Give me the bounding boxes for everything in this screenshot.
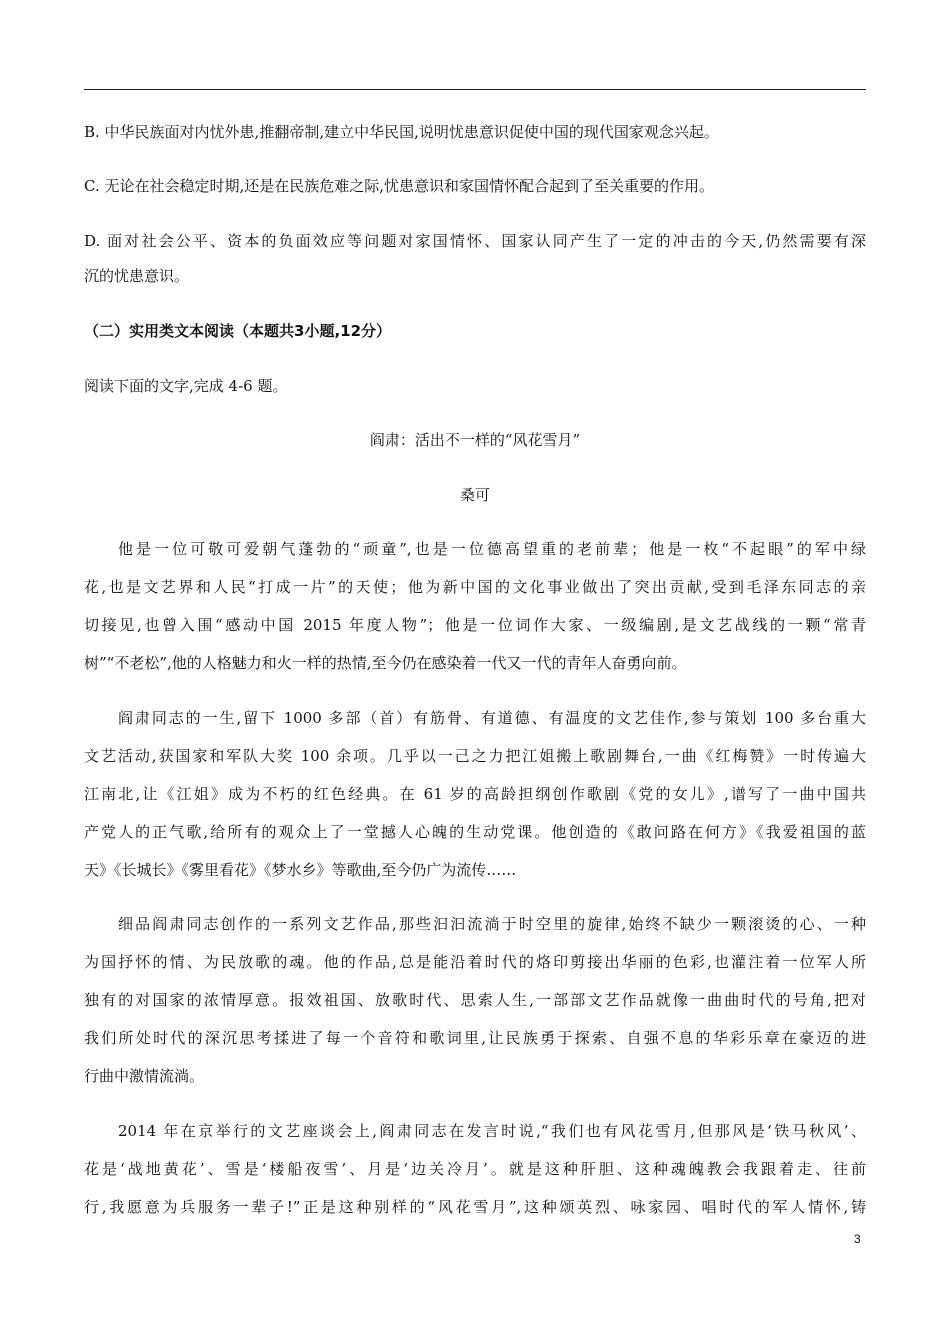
paragraph-2-line: 天》《长城长》《雾里看花》《梦水乡》等歌曲,至今仍广为流传……: [84, 861, 517, 879]
reading-instruction: 阅读下面的文字,完成 4-6 题。: [84, 377, 288, 395]
section-heading: （二）实用类文本阅读（本题共3小题,12分）: [84, 322, 392, 340]
paragraph-2-line: 文艺活动,获国家和军队大奖 100 余项。几乎以一己之力把江姐搬上歌剧舞台,一曲《红梅赞》一时传遍大: [84, 747, 866, 765]
paragraph-2-line: 阎肃同志的一生,留下 1000 多部（首）有筋骨、有道德、有温度的文艺佳作,参与策划 100 多台重大: [118, 709, 866, 727]
paragraph-2-line: 江南北,让《江姐》成为不朽的红色经典。在 61 岁的高龄担纲创作歌剧《党的女儿》,谱写了一曲中国共: [84, 785, 866, 803]
article-author: 桑可: [459, 486, 490, 504]
page-number: 3: [854, 1232, 861, 1246]
paragraph-4-line: 花是‘战地黄花’、雪是‘楼船夜雪’、月是‘边关冷月’。就是这种肝胆、这种魂魄教会我跟着走、往前: [84, 1160, 866, 1178]
paragraph-4-line: 行,我愿意为兵服务一辈子!”正是这种别样的“风花雪月”,这种颂英烈、咏家园、唱时代的军人情怀,铸: [84, 1198, 866, 1216]
paragraph-1-line: 他是一位可敬可爱朝气蓬勃的“顽童”,也是一位德高望重的老前辈；他是一枚“不起眼”的军中绿: [118, 540, 866, 558]
paragraph-1-line: 树”“不老松”,他的人格魅力和火一样的热情,至今仍在感染着一代又一代的青年人奋勇向前。: [84, 654, 687, 672]
paragraph-3-line: 细品阎肃同志创作的一系列文艺作品,那些汩汩流淌于时空里的旋律,始终不缺少一颗滚烫的心、一种: [118, 915, 866, 933]
paragraph-3-line: 行曲中激情流淌。: [84, 1067, 205, 1085]
header-rule: [84, 89, 866, 90]
paragraph-2-line: 产党人的正气歌,给所有的观众上了一堂撼人心魄的生动党课。他创造的《敢问路在何方》《我爱祖国的蓝: [84, 823, 866, 841]
option-c: C. 无论在社会稳定时期,还是在民族危难之际,忧患意识和家国情怀配合起到了至关重要的作用。: [84, 177, 715, 195]
option-d-line-2: 沉的忧患意识。: [84, 267, 190, 285]
option-b: B. 中华民族面对内忧外患,推翻帝制,建立中华民国,说明忧患意识促使中国的现代国家观念兴起。: [84, 123, 719, 141]
paragraph-3-line: 我们所处时代的深沉思考揉进了每一个音符和歌词里,让民族勇于探索、自强不息的华彩乐章在豪迈的进: [84, 1029, 866, 1047]
paragraph-1-line: 切接见,也曾入围“感动中国 2015 年度人物”；他是一位词作大家、一级编剧,是文艺战线的一颗“常青: [84, 616, 866, 634]
option-d-line-1: D. 面对社会公平、资本的负面效应等问题对家国情怀、国家认同产生了一定的冲击的今天,仍然需要有深: [84, 232, 866, 250]
article-title: 阎肃：活出不一样的“风花雪月”: [369, 431, 581, 449]
paragraph-4-line: 2014 年在京举行的文艺座谈会上,阎肃同志在发言时说,“我们也有风花雪月,但那风是‘铁马秋风’、: [118, 1122, 866, 1140]
paragraph-1-line: 花,也是文艺界和人民“打成一片”的天使；他为新中国的文化事业做出了突出贡献,受到毛泽东同志的亲: [84, 578, 866, 596]
paragraph-3-line: 独有的对国家的浓情厚意。报效祖国、放歌时代、思索人生,一部部文艺作品就像一曲曲时代的号角,把对: [84, 991, 866, 1009]
paragraph-3-line: 为国抒怀的情、为民放歌的魂。他的作品,总是能沿着时代的烙印剪接出华丽的色彩,也灌注着一位军人所: [84, 953, 866, 971]
